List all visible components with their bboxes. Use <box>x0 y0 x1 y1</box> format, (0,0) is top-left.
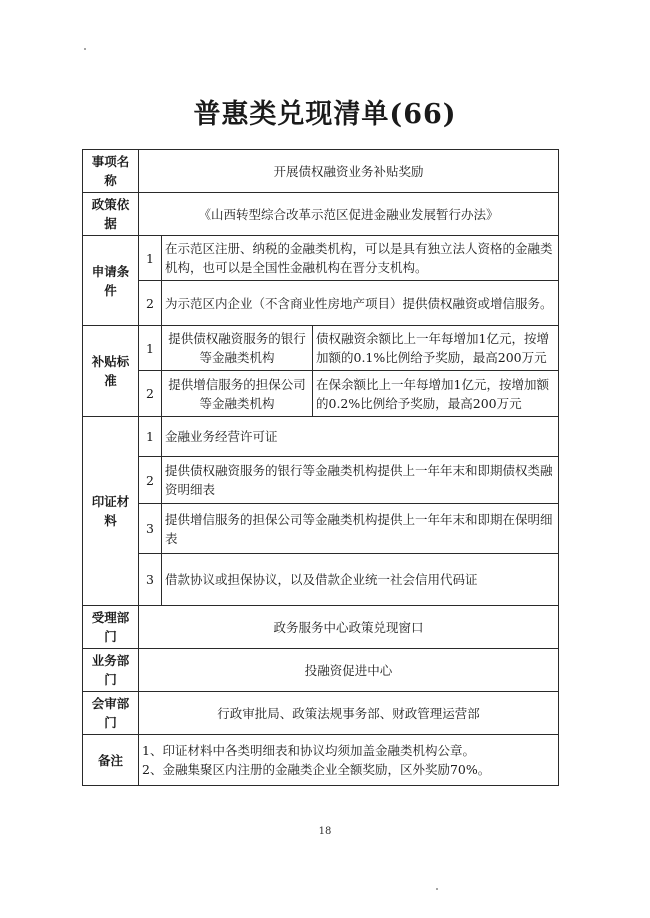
scan-speck <box>436 888 438 890</box>
material-text: 借款协议或担保协议，以及借款企业统一社会信用代码证 <box>162 554 559 606</box>
material-text: 金融业务经营许可证 <box>162 417 559 457</box>
document-title: 普惠类兑现清单(66) <box>193 99 457 130</box>
policy-table <box>82 149 559 786</box>
item-name-value: 开展债权融资业务补贴奖励 <box>139 150 559 193</box>
policy-basis-label: 政策依据 <box>83 193 139 236</box>
material-number: 1 <box>139 417 162 457</box>
condition-number: 2 <box>139 281 162 326</box>
material-number: 3 <box>139 554 162 606</box>
business-dept-label: 业务部门 <box>83 649 139 692</box>
material-number: 2 <box>139 457 162 504</box>
materials-label: 印证材料 <box>83 417 139 606</box>
row-material-3 <box>83 504 559 554</box>
material-text: 提供债权融资服务的银行等金融类机构提供上一年年末和即期债权类融资明细表 <box>162 457 559 504</box>
conditions-label: 申请条件 <box>83 236 139 326</box>
policy-basis-value: 《山西转型综合改革示范区促进金融业发展暂行办法》 <box>139 193 559 236</box>
row-material-4 <box>83 554 559 606</box>
subsidy-number: 1 <box>139 326 162 371</box>
row-condition-2 <box>83 281 559 326</box>
accept-dept-value: 政务服务中心政策兑现窗口 <box>139 606 559 649</box>
accept-dept-label: 受理部门 <box>83 606 139 649</box>
row-remarks <box>83 735 559 786</box>
row-review-dept <box>83 692 559 735</box>
subsidy-label: 补贴标准 <box>83 326 139 417</box>
page-number: 18 <box>318 826 332 837</box>
row-material-1 <box>83 417 559 457</box>
row-subsidy-1 <box>83 326 559 371</box>
row-subsidy-2 <box>83 371 559 417</box>
subsidy-target: 提供债权融资服务的银行等金融类机构 <box>162 326 313 371</box>
row-policy-basis <box>83 193 559 236</box>
remark-line: 1、印证材料中各类明细表和协议均须加盖金融类机构公章。 <box>142 743 475 758</box>
remarks-label: 备注 <box>83 735 139 786</box>
remark-line: 2、金融集聚区内注册的金融类企业全额奖励，区外奖励70%。 <box>142 762 491 777</box>
review-dept-label: 会审部门 <box>83 692 139 735</box>
row-condition-1 <box>83 236 559 281</box>
scan-speck <box>84 48 86 50</box>
row-accept-dept <box>83 606 559 649</box>
material-number: 3 <box>139 504 162 554</box>
subsidy-standard: 在保余额比上一年每增加1亿元，按增加额的0.2%比例给予奖励，最高200万元 <box>313 371 559 417</box>
condition-text: 为示范区内企业（不含商业性房地产项目）提供债权融资或增信服务。 <box>162 281 559 326</box>
row-material-2 <box>83 457 559 504</box>
material-text: 提供增信服务的担保公司等金融类机构提供上一年年末和即期在保明细表 <box>162 504 559 554</box>
condition-text: 在示范区注册、纳税的金融类机构，可以是具有独立法人资格的金融类机构，也可以是全国性金融机构在晋分支机构。 <box>162 236 559 281</box>
row-item-name <box>83 150 559 193</box>
subsidy-number: 2 <box>139 371 162 417</box>
review-dept-value: 行政审批局、政策法规事务部、财政管理运营部 <box>139 692 559 735</box>
item-name-label: 事项名称 <box>83 150 139 193</box>
business-dept-value: 投融资促进中心 <box>139 649 559 692</box>
subsidy-standard: 债权融资余额比上一年每增加1亿元，按增加额的0.1%比例给予奖励，最高200万元 <box>313 326 559 371</box>
remarks-text <box>139 735 559 786</box>
subsidy-target: 提供增信服务的担保公司等金融类机构 <box>162 371 313 417</box>
row-business-dept <box>83 649 559 692</box>
condition-number: 1 <box>139 236 162 281</box>
